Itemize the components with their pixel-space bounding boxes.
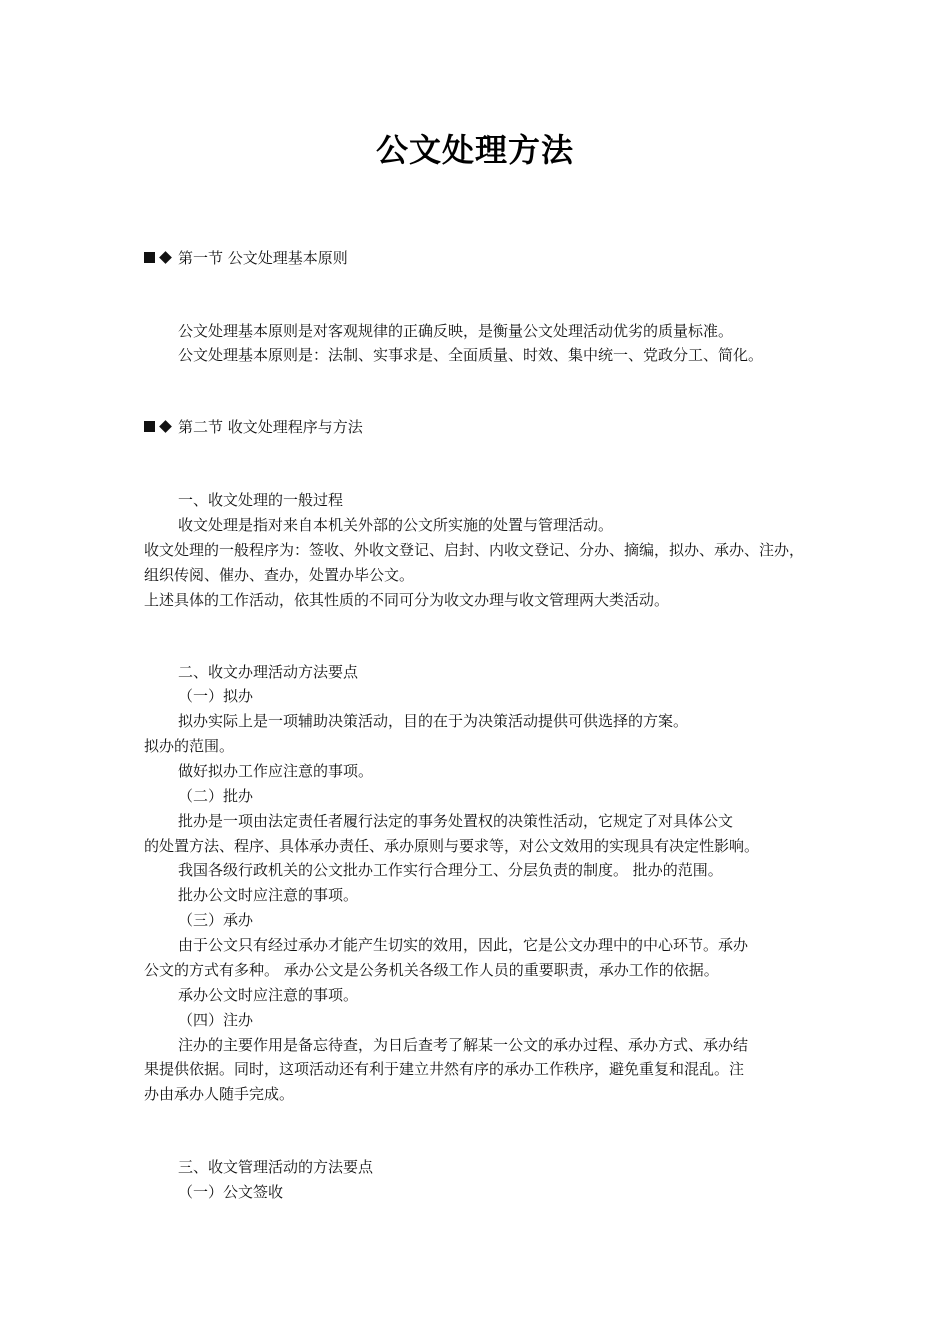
subheading: 一、收文处理的一般过程: [178, 491, 344, 509]
document-title: 公文处理方法: [375, 131, 574, 169]
paragraph: 做好拟办工作应注意的事项。: [178, 762, 374, 780]
paragraph: 上述具体的工作活动，依其性质的不同可分为收文办理与收文管理两大类活动。: [144, 591, 670, 609]
black-diamond-icon: [159, 251, 172, 264]
subheading: 二、收文办理活动方法要点: [178, 663, 359, 681]
subheading: （一）公文签收: [178, 1183, 284, 1201]
section-heading: [144, 246, 348, 270]
paragraph: 批办公文时应注意的事项。: [178, 886, 359, 904]
paragraph: 我国各级行政机关的公文批办工作实行合理分工、分层负责的制度。 批办的范围。: [178, 861, 723, 879]
paragraph: 由于公文只有经过承办才能产生切实的效用，因此，它是公文办理中的中心环节。承办: [178, 936, 749, 954]
section-heading-text: 第一节 公文处理基本原则: [178, 249, 348, 267]
paragraph: 果提供依据。同时，这项活动还有利于建立井然有序的承办工作秩序，避免重复和混乱。注: [144, 1060, 745, 1078]
paragraph: 收文处理的一般程序为：签收、外收文登记、启封、内收文登记、分办、摘编，拟办、承办、注办，: [144, 541, 805, 559]
subheading: （二）批办: [178, 787, 254, 805]
subheading: （三）承办: [178, 911, 254, 929]
paragraph: 承办公文时应注意的事项。: [178, 986, 359, 1004]
paragraph: 收文处理是指对来自本机关外部的公文所实施的处置与管理活动。: [178, 516, 614, 534]
subheading: （四）注办: [178, 1011, 254, 1029]
paragraph: 办由承办人随手完成。: [144, 1085, 295, 1103]
subheading: 三、收文管理活动的方法要点: [178, 1158, 374, 1176]
paragraph: 拟办的范围。: [144, 737, 235, 755]
black-diamond-icon: [159, 420, 172, 433]
paragraph: 组织传阅、催办、查办，处置办毕公文。: [144, 566, 415, 584]
section-heading: [144, 415, 363, 439]
black-square-icon: [144, 421, 155, 432]
subheading: （一）拟办: [178, 687, 254, 705]
paragraph: 公文的方式有多种。 承办公文是公务机关各级工作人员的重要职责，承办工作的依据。: [144, 961, 719, 979]
paragraph: 批办是一项由法定责任者履行法定的事务处置权的决策性活动，它规定了对具体公文: [178, 812, 734, 830]
paragraph: 拟办实际上是一项辅助决策活动，目的在于为决策活动提供可供选择的方案。: [178, 712, 689, 730]
paragraph: 的处置方法、程序、具体承办责任、承办原则与要求等，对公文效用的实现具有决定性影响。: [144, 837, 760, 855]
section-heading-text: 第二节 收文处理程序与方法: [178, 418, 363, 436]
paragraph: 注办的主要作用是备忘待查，为日后查考了解某一公文的承办过程、承办方式、承办结: [178, 1036, 749, 1054]
black-square-icon: [144, 252, 155, 263]
paragraph: 公文处理基本原则是对客观规律的正确反映，是衡量公文处理活动优劣的质量标准。: [178, 322, 734, 340]
paragraph: 公文处理基本原则是：法制、实事求是、全面质量、时效、集中统一、党政分工、简化。: [178, 346, 764, 364]
